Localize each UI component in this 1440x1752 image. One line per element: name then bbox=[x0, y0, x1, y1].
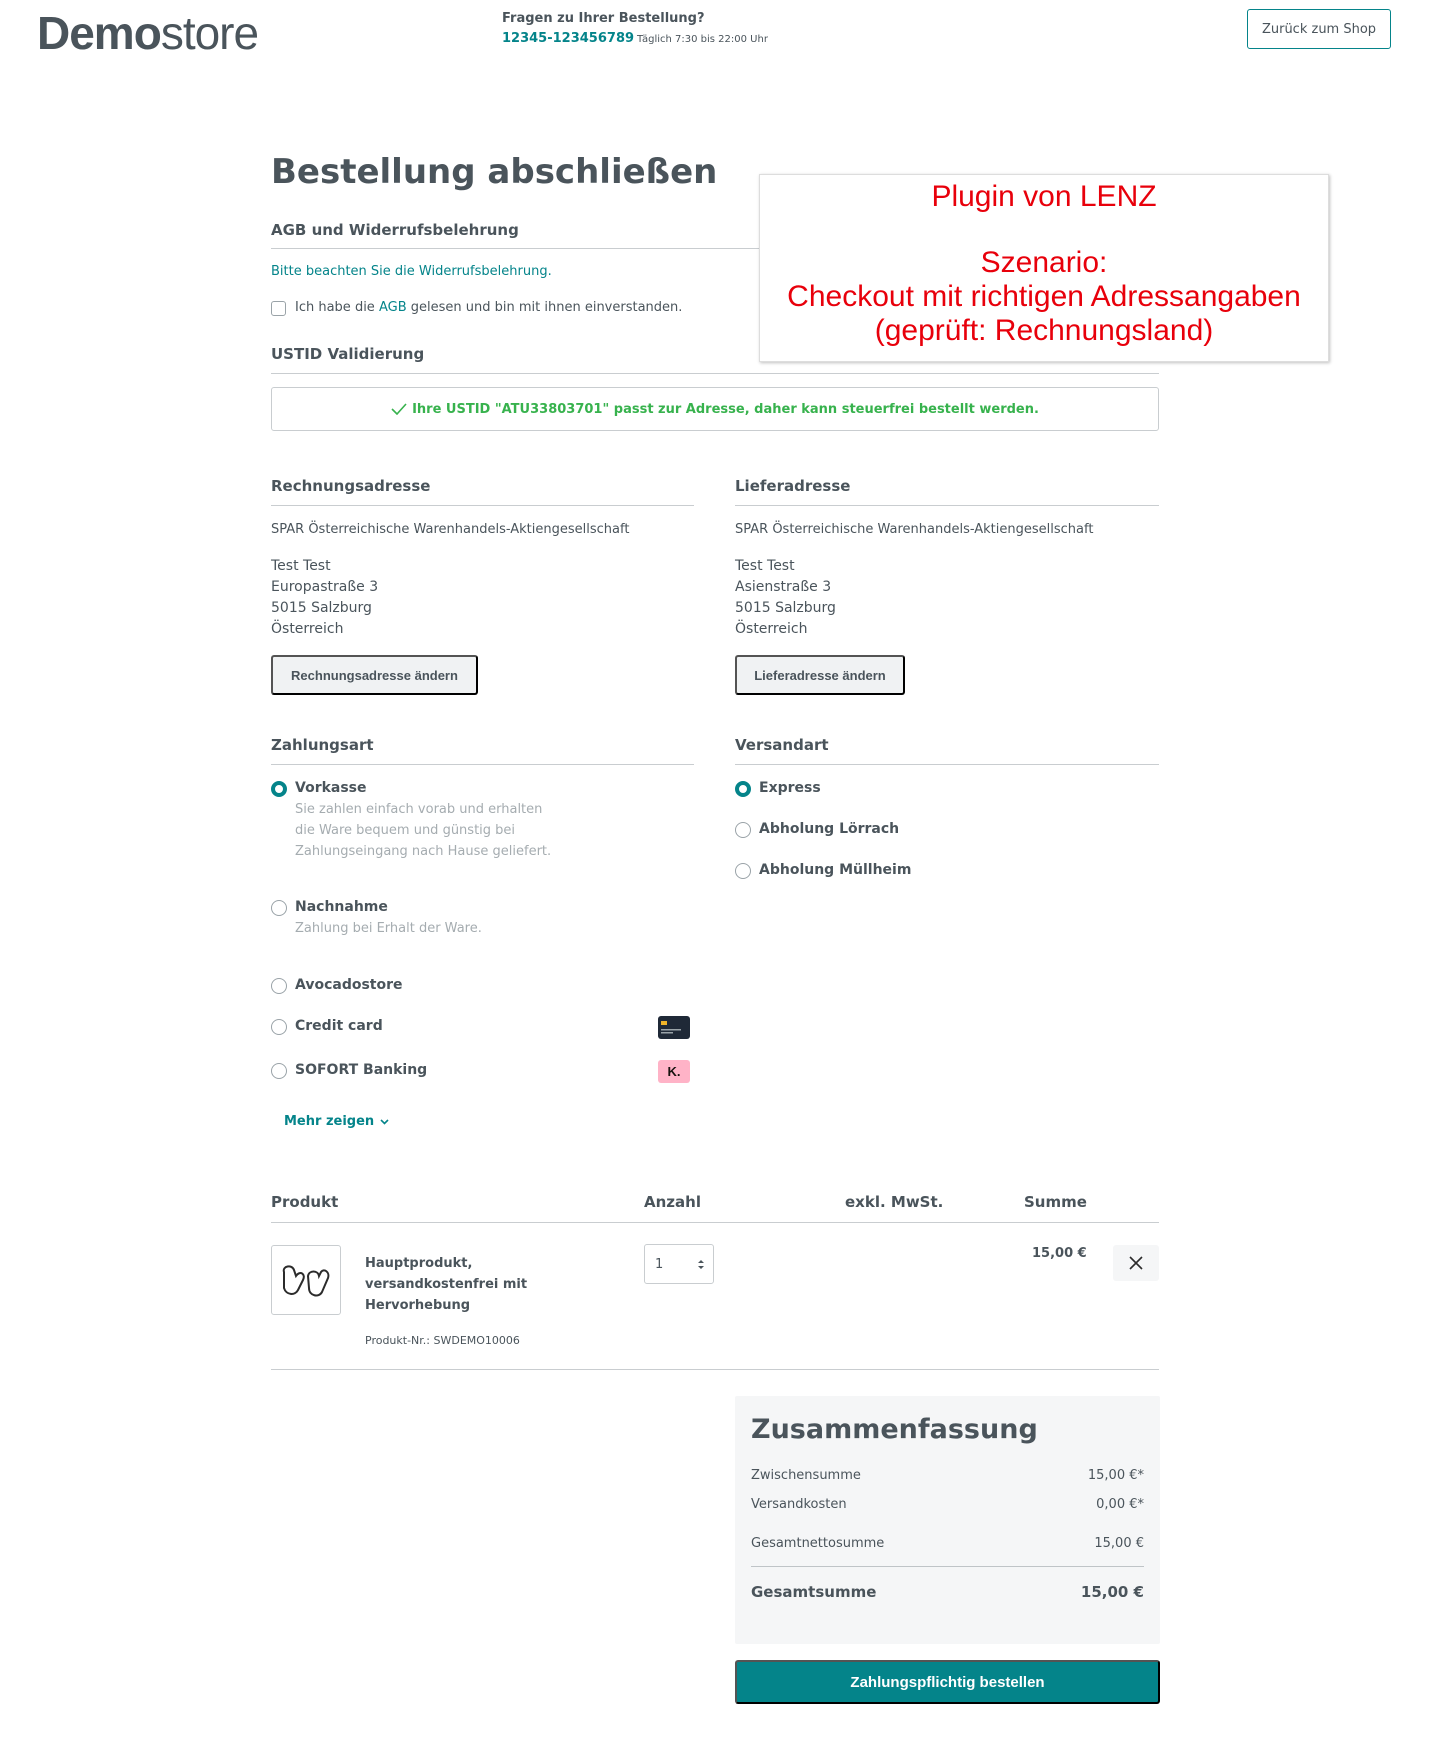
show-more-payment-button[interactable] bbox=[284, 1114, 389, 1129]
ustid-message: Ihre USTID "ATU33803701" passt zur Adresse, daher kann steuerfrei bestellt werden. bbox=[412, 401, 1039, 417]
annotation-overlay bbox=[759, 174, 1329, 362]
billing-company: SPAR Österreichische Warenhandels-Aktiengesellschaft bbox=[271, 522, 630, 537]
grand-total-label: Gesamtsumme bbox=[751, 1583, 877, 1601]
billing-street: Europastraße 3 bbox=[271, 579, 379, 595]
shipping-title: Lieferadresse bbox=[735, 477, 851, 495]
ustid-divider bbox=[271, 373, 1159, 374]
terms-checkbox[interactable] bbox=[271, 301, 286, 316]
delivery-divider bbox=[735, 764, 1159, 765]
vorkasse-desc-line-2: die Ware bequem und günstig bei bbox=[295, 823, 516, 838]
subtotal-value: 15,00 €* bbox=[1087, 1468, 1144, 1483]
payment-label-credit-card[interactable]: Credit card bbox=[295, 1018, 383, 1034]
overlay-line-2: Szenario: bbox=[980, 246, 1108, 279]
summary-divider bbox=[751, 1566, 1144, 1567]
delivery-title: Versandart bbox=[735, 736, 829, 754]
agb-link[interactable]: AGB bbox=[378, 300, 407, 315]
billing-address bbox=[271, 556, 378, 640]
remove-item-button[interactable] bbox=[1113, 1245, 1159, 1281]
shipping-name: Test Test bbox=[735, 558, 795, 574]
quantity-value: 1 bbox=[655, 1256, 664, 1272]
payment-radio-sofort[interactable] bbox=[271, 1063, 287, 1079]
credit-card-icon bbox=[658, 1016, 690, 1039]
help-phone[interactable]: 12345-123456789 bbox=[502, 31, 635, 46]
payment-desc-nachnahme: Zahlung bei Erhalt der Ware. bbox=[295, 921, 482, 936]
payment-desc-vorkasse bbox=[295, 799, 551, 862]
shipping-city: 5015 Salzburg bbox=[735, 600, 836, 616]
chevron-down-icon bbox=[380, 1119, 389, 1125]
column-quantity: Anzahl bbox=[644, 1193, 701, 1211]
delivery-radio-loerrach[interactable] bbox=[735, 822, 751, 838]
subtotal-label: Zwischensumme bbox=[751, 1468, 861, 1483]
billing-title: Rechnungsadresse bbox=[271, 477, 431, 495]
payment-radio-vorkasse[interactable] bbox=[271, 781, 287, 797]
terms-suffix: gelesen und bin mit ihnen einverstanden. bbox=[410, 300, 683, 315]
billing-city: 5015 Salzburg bbox=[271, 600, 372, 616]
shipping-cost-label: Versandkosten bbox=[751, 1497, 847, 1512]
vorkasse-desc-line-3: Zahlungseingang nach Hause geliefert. bbox=[295, 844, 552, 859]
billing-divider bbox=[271, 505, 694, 506]
store-logo[interactable] bbox=[37, 6, 258, 60]
terms-checkbox-label bbox=[295, 300, 682, 315]
checkmark-icon bbox=[391, 403, 407, 415]
payment-label-nachnahme[interactable]: Nachnahme bbox=[295, 899, 388, 915]
column-net-price: exkl. MwSt. bbox=[845, 1193, 944, 1211]
delivery-label-muellheim[interactable]: Abholung Müllheim bbox=[759, 862, 912, 878]
product-name[interactable] bbox=[365, 1253, 527, 1316]
vorkasse-desc-line-1: Sie zahlen einfach vorab und erhalten bbox=[295, 802, 543, 817]
select-arrows-icon bbox=[697, 1259, 705, 1270]
change-billing-address-button[interactable]: Rechnungsadresse ändern bbox=[271, 655, 478, 695]
overlay-line-3: Checkout mit richtigen Adressangaben bbox=[787, 280, 1301, 313]
shipping-cost-value: 0,00 €* bbox=[1096, 1497, 1144, 1512]
help-question: Fragen zu Ihrer Bestellung? bbox=[502, 11, 705, 26]
product-image[interactable] bbox=[271, 1245, 341, 1315]
back-to-shop-button[interactable]: Zurück zum Shop bbox=[1247, 9, 1391, 49]
billing-name: Test Test bbox=[271, 558, 331, 574]
overlay-line-4: (geprüft: Rechnungsland) bbox=[874, 314, 1214, 347]
product-name-line-3: Hervorhebung bbox=[365, 1298, 471, 1313]
payment-radio-avocadostore[interactable] bbox=[271, 978, 287, 994]
net-total-value: 15,00 € bbox=[1094, 1536, 1144, 1551]
delivery-label-express[interactable]: Express bbox=[759, 780, 821, 796]
help-hours: Täglich 7:30 bis 22:00 Uhr bbox=[637, 34, 768, 45]
payment-label-sofort[interactable]: SOFORT Banking bbox=[295, 1062, 428, 1078]
change-shipping-address-button[interactable]: Lieferadresse ändern bbox=[735, 655, 905, 695]
shipping-country: Österreich bbox=[735, 621, 808, 637]
logo-bold-text: Demo bbox=[37, 7, 161, 59]
help-phone-line bbox=[502, 31, 768, 46]
shipping-divider bbox=[735, 505, 1159, 506]
page-title: Bestellung abschließen bbox=[271, 152, 718, 192]
shipping-street: Asienstraße 3 bbox=[735, 579, 832, 595]
overlay-line-1: Plugin von LENZ bbox=[931, 180, 1157, 213]
billing-country: Österreich bbox=[271, 621, 344, 637]
product-sku: Produkt-Nr.: SWDEMO10006 bbox=[365, 1334, 520, 1347]
quantity-select[interactable] bbox=[644, 1244, 714, 1284]
payment-radio-nachnahme[interactable] bbox=[271, 900, 287, 916]
payment-radio-credit-card[interactable] bbox=[271, 1019, 287, 1035]
ustid-success-alert bbox=[271, 387, 1159, 431]
revocation-link[interactable]: Bitte beachten Sie die Widerrufsbelehrung. bbox=[271, 264, 552, 279]
logo-light-text: store bbox=[160, 7, 259, 59]
klarna-icon: K. bbox=[658, 1060, 690, 1083]
show-more-label: Mehr zeigen bbox=[284, 1114, 375, 1129]
terms-prefix: Ich habe die bbox=[295, 300, 375, 315]
close-icon bbox=[1128, 1255, 1144, 1271]
shipping-company: SPAR Österreichische Warenhandels-Aktiengesellschaft bbox=[735, 522, 1094, 537]
ustid-title: USTID Validierung bbox=[271, 345, 425, 363]
payment-label-avocadostore[interactable]: Avocadostore bbox=[295, 977, 403, 993]
product-name-line-2: versandkostenfrei mit bbox=[365, 1277, 528, 1292]
net-total-label: Gesamtnettosumme bbox=[751, 1536, 885, 1551]
payment-title: Zahlungsart bbox=[271, 736, 374, 754]
place-order-button[interactable]: Zahlungspflichtig bestellen bbox=[735, 1660, 1160, 1704]
terms-title: AGB und Widerrufsbelehrung bbox=[271, 221, 519, 239]
delivery-radio-muellheim[interactable] bbox=[735, 863, 751, 879]
table-bottom-divider bbox=[271, 1369, 1159, 1370]
column-product: Produkt bbox=[271, 1193, 339, 1211]
payment-divider bbox=[271, 764, 694, 765]
product-name-line-1: Hauptprodukt, bbox=[365, 1256, 473, 1271]
order-summary bbox=[735, 1396, 1160, 1644]
grand-total-value: 15,00 € bbox=[1080, 1583, 1144, 1601]
delivery-radio-express[interactable] bbox=[735, 781, 751, 797]
line-item-total: 15,00 € bbox=[1032, 1246, 1087, 1261]
mittens-icon bbox=[278, 1262, 334, 1298]
summary-title: Zusammenfassung bbox=[751, 1414, 1038, 1445]
delivery-label-loerrach[interactable]: Abholung Lörrach bbox=[759, 821, 900, 837]
table-header-divider bbox=[271, 1222, 1159, 1223]
payment-label-vorkasse[interactable]: Vorkasse bbox=[295, 780, 367, 796]
column-sum: Summe bbox=[1024, 1193, 1087, 1211]
shipping-address bbox=[735, 556, 836, 640]
